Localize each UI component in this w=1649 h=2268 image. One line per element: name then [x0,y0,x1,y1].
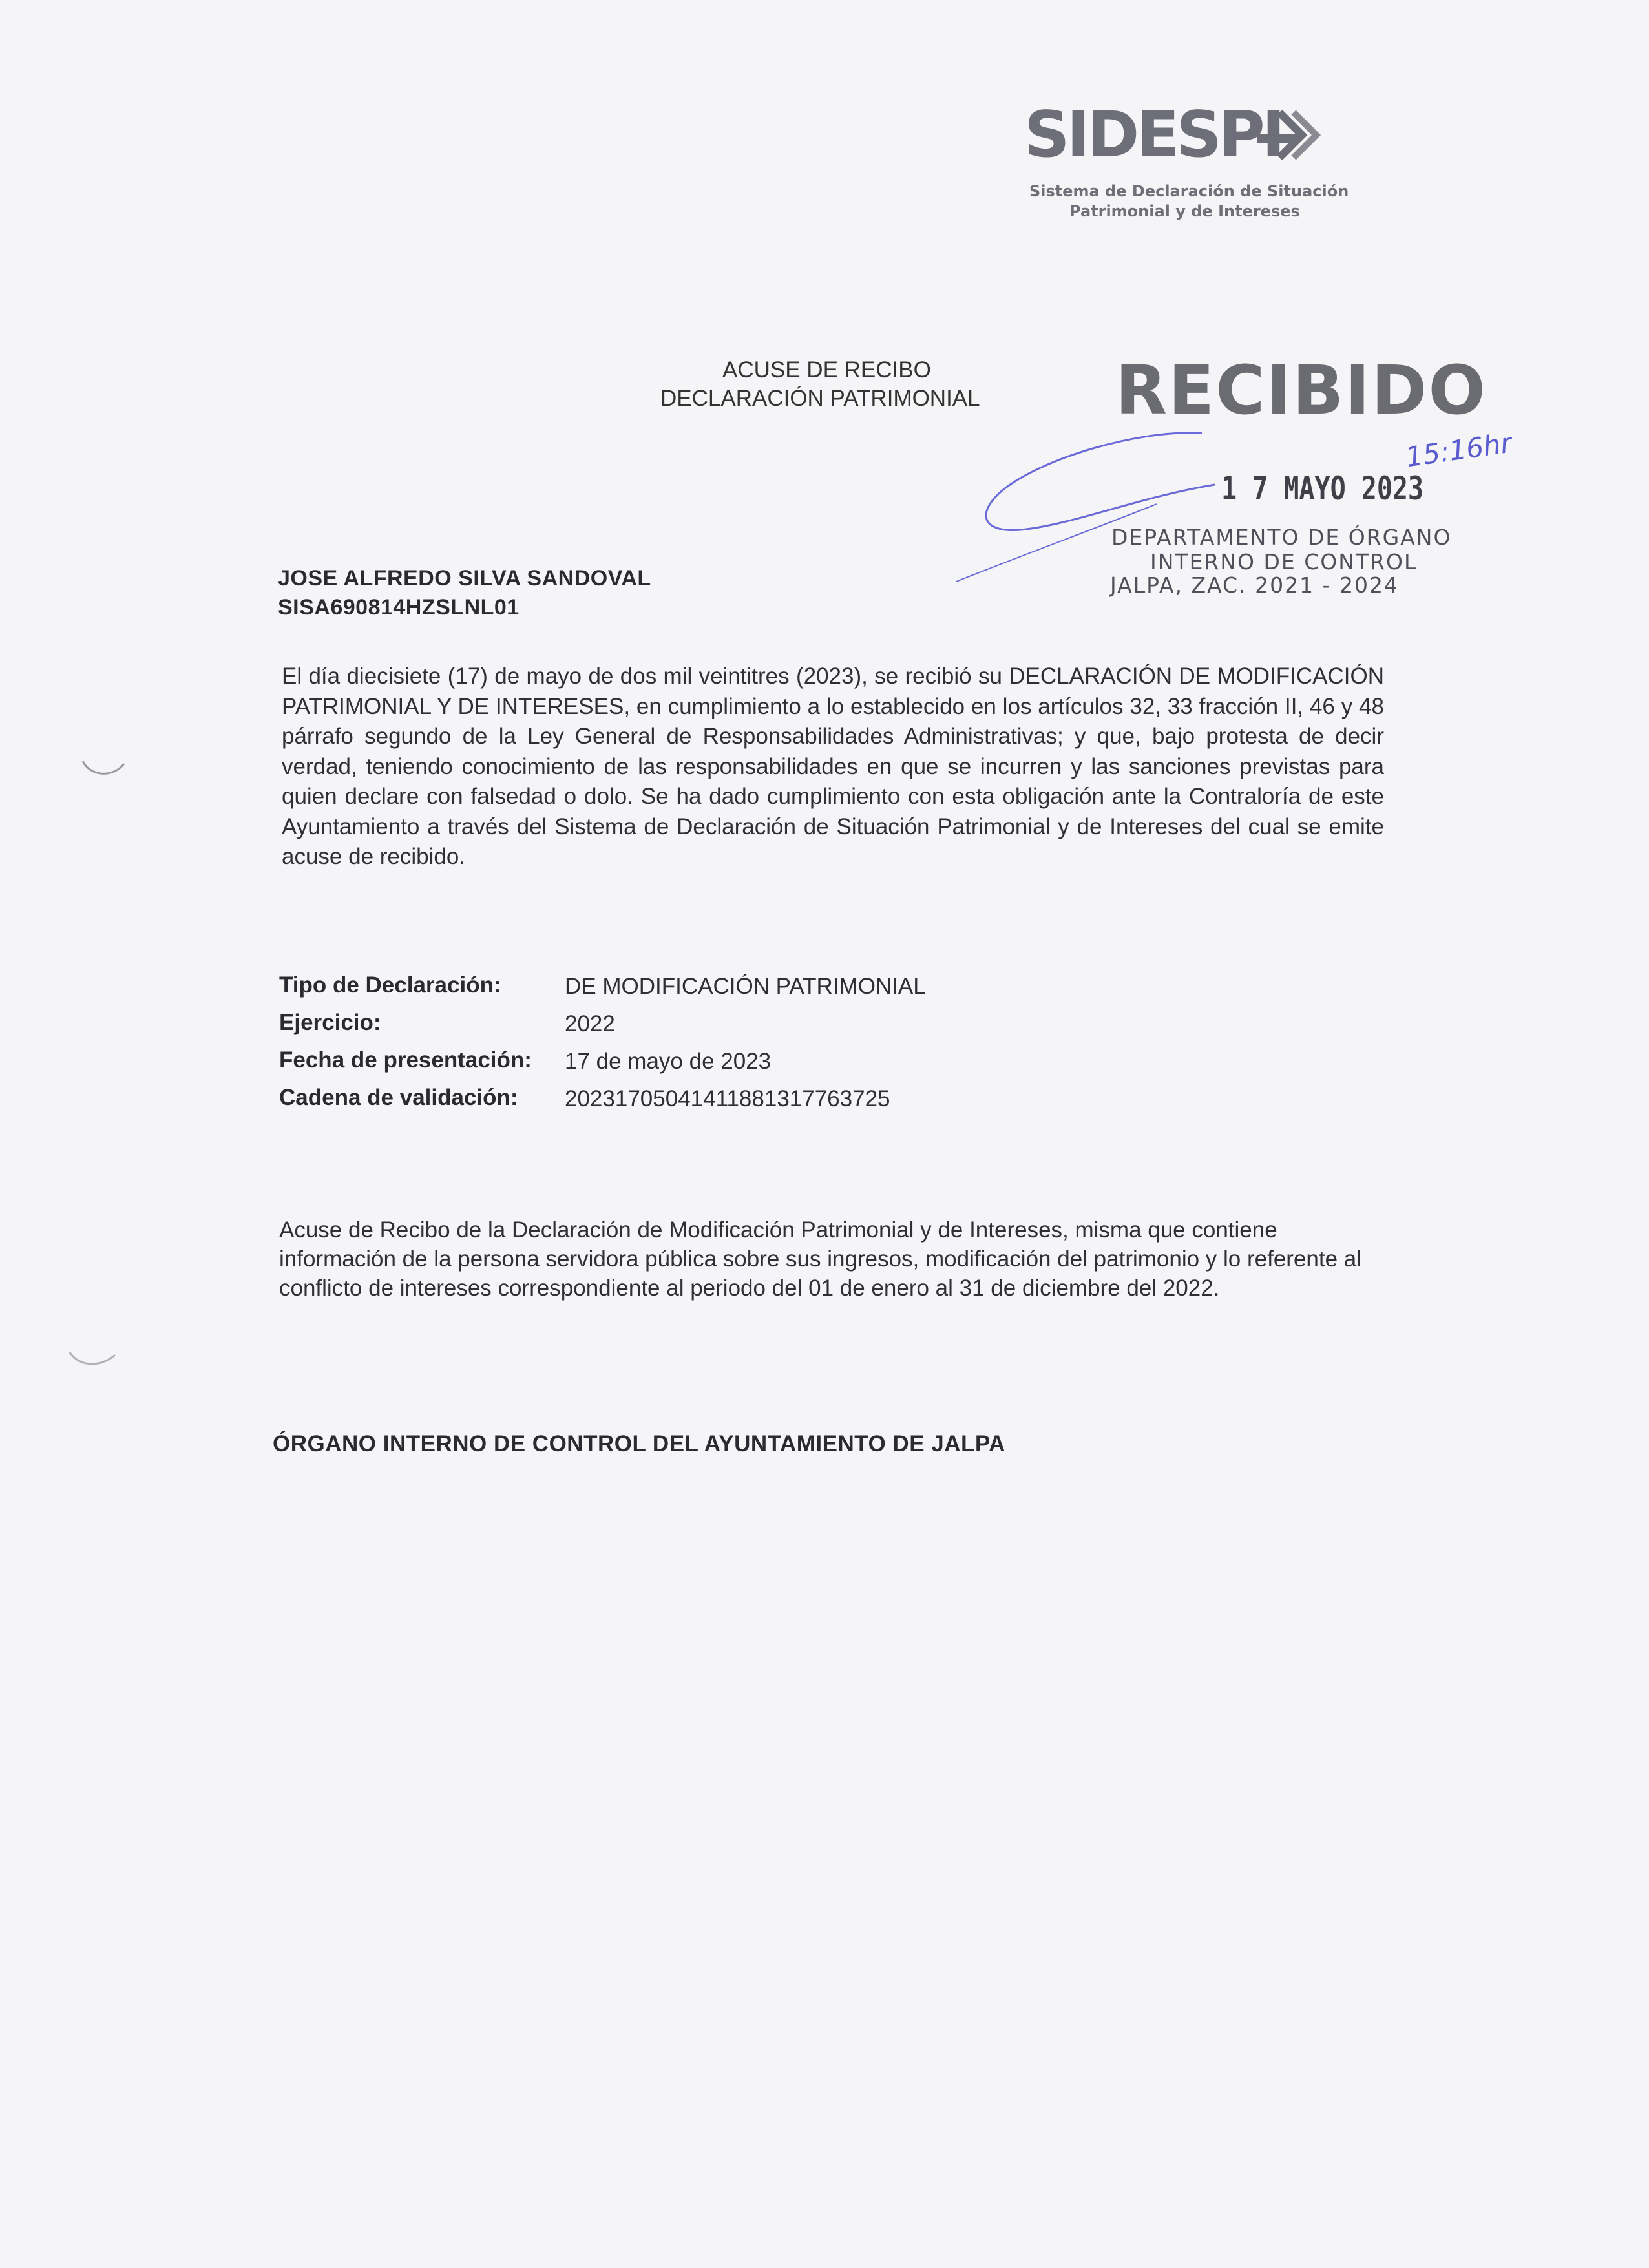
receipt-note-paragraph: Acuse de Recibo de la Declaración de Modificación Patrimonial y de Intereses, misma que contiene información de la persona servidora pública sobre sus ingresos, modificación del patrimonio y lo referente al conflicto de intereses correspondiente al periodo del 01 de enero al 31 de diciembre del 2022. [279,1217,1362,1301]
detail-value: DE MODIFICACIÓN PATRIMONIAL [565,974,926,999]
stamp-department-line1: DEPARTAMENTO DE ÓRGANO [1111,525,1452,550]
logo-subtitle-line1: Sistema de Declaración de Situación [1029,182,1349,200]
detail-value: 17 de mayo de 2023 [565,1049,772,1074]
detail-value: 20231705041411881317763725 [565,1086,890,1111]
detail-label: Cadena de validación: [279,1085,518,1110]
punch-hole-mark [78,756,129,782]
declarant-rfc: SISA690814HZSLNL01 [278,595,520,620]
stamp-department-line2: INTERNO DE CONTROL [1150,549,1418,574]
logo-subtitle-line2: Patrimonial y de Intereses [1069,202,1300,220]
logo-wordmark: SIDESPI [1024,98,1283,172]
stamp-date: 1 7 MAYO 2023 [1221,470,1424,508]
sidespi-logo [1024,98,1349,226]
declarant-name: JOSE ALFREDO SILVA SANDOVAL [278,566,651,591]
punch-hole-mark [65,1347,116,1373]
document-title-line2: DECLARACIÓN PATRIMONIAL [660,386,980,411]
handwritten-time: 15:16hr [1403,426,1514,474]
detail-label: Tipo de Declaración: [279,972,501,998]
detail-label: Fecha de presentación: [279,1047,532,1073]
detail-label: Ejercicio: [279,1010,381,1035]
detail-value: 2022 [565,1011,615,1036]
document-title-line1: ACUSE DE RECIBO [722,357,931,383]
arrow-logo-icon [1254,106,1321,167]
stamp-department-line3: JALPA, ZAC. 2021 - 2024 [1110,572,1399,598]
received-stamp-word: RECIBIDO [1115,351,1487,430]
receipt-body-paragraph: El día diecisiete (17) de mayo de dos mil veintitres (2023), se recibió su DECLARACIÓN DE MODIFICACIÓN PATRIMONIAL Y DE INTERESES, en cumplimiento a lo establecido en los artículos 32, 33 fracción II, 46 y 48 párrafo segundo de la Ley General de Responsabilidades Administrativas; y que, bajo protesta de decir verdad, teniendo conocimiento de las responsabilidades en que se incurren y las sanciones previstas para quien declare con falsedad o dolo. Se ha dado cumplimiento con esta obligación ante la Contraloría de este Ayuntamiento a través del Sistema de Declaración de Situación Patrimonial y de Intereses del cual se emite acuse de recibido. [282,664,1384,869]
issuing-organization: ÓRGANO INTERNO DE CONTROL DEL AYUNTAMIENTO DE JALPA [273,1431,1005,1456]
